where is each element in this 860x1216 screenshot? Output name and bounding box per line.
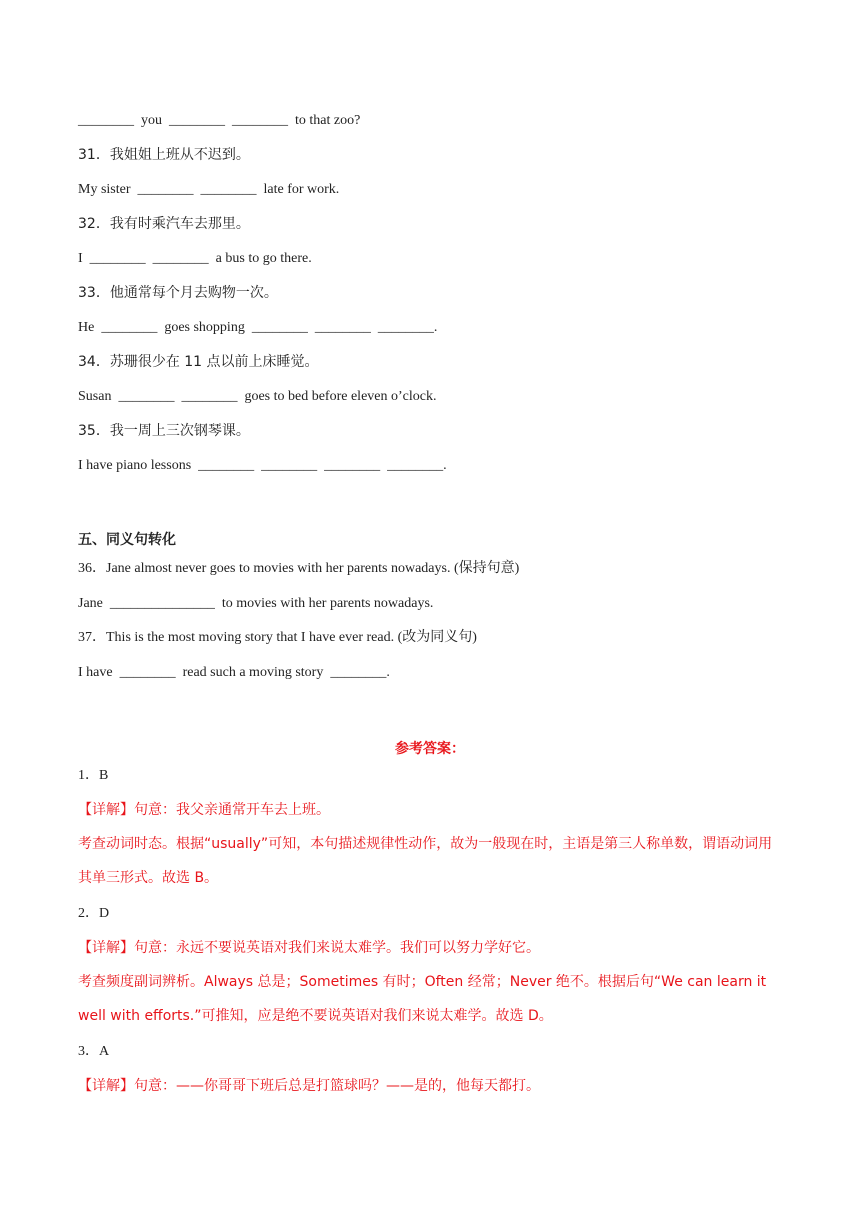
q35-chinese-prompt: 35．我一周上三次钢琴课。	[78, 423, 250, 439]
q31-english-line: My sister ________ ________ late for work.	[78, 182, 340, 197]
answer-1-explanation: 考查动词时态。根据“usually”可知，本句描述规律性动作，故为一般现在时，主语是第三人称单数，谓语动词用其单三形式。故选 B。	[78, 836, 773, 886]
answer-1-detail: 【详解】句意：我父亲通常开车去上班。	[78, 802, 330, 818]
q34-english-line: Susan ________ ________ goes to bed before eleven o’clock.	[78, 389, 437, 404]
q37-answer-line: I have ________ read such a moving story ________.	[78, 665, 390, 680]
q32-english-line: I ________ ________ a bus to go there.	[78, 251, 312, 266]
answer-2-explanation: 考查频度副词辨析。Always 总是；Sometimes 有时；Often 经常；Never 绝不。根据后句“We can learn it well with efforts.”可推知，应是绝不要说英语对我们来说太难学。故选 D。	[78, 974, 767, 1024]
answer-3-label: 3．A	[78, 1044, 110, 1059]
q36-answer-line: Jane _______________ to movies with her parents nowadays.	[78, 596, 434, 611]
answer-3-detail: 【详解】句意：——你哥哥下班后总是打篮球吗？——是的，他每天都打。	[78, 1078, 540, 1094]
q33-english-line: He ________ goes shopping ________ ________ ________.	[78, 320, 438, 335]
section5-heading: 五、同义句转化	[78, 532, 176, 548]
q30-english-line: ________ you ________ ________ to that zoo?	[78, 113, 361, 128]
q32-chinese-prompt: 32．我有时乘汽车去那里。	[78, 216, 250, 232]
answer-2-detail: 【详解】句意：永远不要说英语对我们来说太难学。我们可以努力学好它。	[78, 940, 540, 956]
q37-prompt: 37．This is the most moving story that I have ever read. (改为同义句)	[78, 630, 477, 645]
answer-2-label: 2．D	[78, 906, 110, 921]
answer-1-label: 1．B	[78, 768, 109, 783]
answers-title: 参考答案：	[395, 741, 465, 757]
q31-chinese-prompt: 31．我姐姐上班从不迟到。	[78, 147, 250, 163]
q35-english-line: I have piano lessons ________ ________ ________ ________.	[78, 458, 447, 473]
q33-chinese-prompt: 33．他通常每个月去购物一次。	[78, 285, 278, 301]
q36-prompt: 36．Jane almost never goes to movies with her parents nowadays. (保持句意)	[78, 561, 520, 576]
q34-chinese-prompt: 34．苏珊很少在 11 点以前上床睡觉。	[78, 354, 319, 370]
